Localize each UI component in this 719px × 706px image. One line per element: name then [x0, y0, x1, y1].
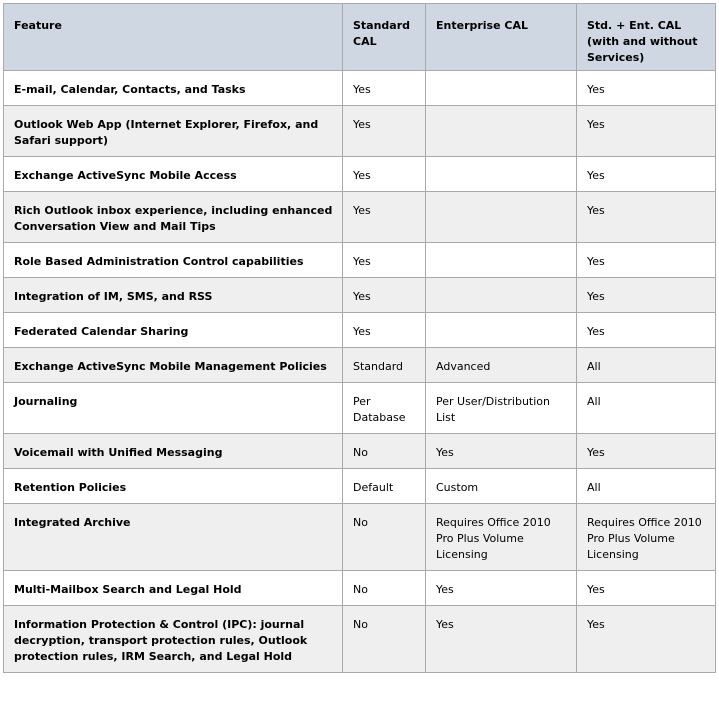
table-body: [4, 71, 716, 673]
table-row: [4, 278, 716, 313]
enterprise-cal-cell: [426, 106, 577, 157]
combined-cal-cell: Yes: [577, 571, 716, 606]
standard-cal-cell: No: [343, 571, 426, 606]
table-row: [4, 192, 716, 243]
standard-cal-cell: Yes: [343, 71, 426, 106]
feature-cell: Exchange ActiveSync Mobile Access: [4, 157, 343, 192]
table-row: [4, 243, 716, 278]
table-row: [4, 469, 716, 504]
combined-cal-cell: Yes: [577, 71, 716, 106]
standard-cal-cell: Yes: [343, 192, 426, 243]
table-header: [4, 4, 716, 71]
enterprise-cal-cell: [426, 278, 577, 313]
feature-cell: Retention Policies: [4, 469, 343, 504]
table-row: [4, 348, 716, 383]
combined-cal-cell: Yes: [577, 434, 716, 469]
enterprise-cal-cell: Per User/Distribution List: [426, 383, 577, 434]
enterprise-cal-cell: Yes: [426, 571, 577, 606]
enterprise-cal-cell: [426, 71, 577, 106]
combined-cal-cell: All: [577, 383, 716, 434]
standard-cal-cell: Yes: [343, 278, 426, 313]
feature-comparison-table: [3, 3, 716, 673]
standard-cal-cell: No: [343, 504, 426, 571]
standard-cal-cell: No: [343, 606, 426, 673]
enterprise-cal-cell: Advanced: [426, 348, 577, 383]
combined-cal-cell: Yes: [577, 606, 716, 673]
header-std-ent-cal: Std. + Ent. CAL (with and without Services): [577, 4, 716, 71]
header-standard-cal: Standard CAL: [343, 4, 426, 71]
standard-cal-cell: Default: [343, 469, 426, 504]
feature-cell: Federated Calendar Sharing: [4, 313, 343, 348]
standard-cal-cell: Yes: [343, 106, 426, 157]
combined-cal-cell: All: [577, 469, 716, 504]
combined-cal-cell: Yes: [577, 157, 716, 192]
enterprise-cal-cell: [426, 243, 577, 278]
feature-cell: Role Based Administration Control capabilities: [4, 243, 343, 278]
standard-cal-cell: Standard: [343, 348, 426, 383]
feature-cell: Integration of IM, SMS, and RSS: [4, 278, 343, 313]
enterprise-cal-cell: Requires Office 2010 Pro Plus Volume Licensing: [426, 504, 577, 571]
table-row: [4, 71, 716, 106]
table-row: [4, 313, 716, 348]
table-row: [4, 434, 716, 469]
standard-cal-cell: Yes: [343, 243, 426, 278]
table-row: [4, 106, 716, 157]
standard-cal-cell: Per Database: [343, 383, 426, 434]
enterprise-cal-cell: Custom: [426, 469, 577, 504]
header-row: [4, 4, 716, 71]
combined-cal-cell: Yes: [577, 278, 716, 313]
combined-cal-cell: Yes: [577, 106, 716, 157]
enterprise-cal-cell: Yes: [426, 606, 577, 673]
enterprise-cal-cell: [426, 192, 577, 243]
feature-cell: Multi-Mailbox Search and Legal Hold: [4, 571, 343, 606]
combined-cal-cell: All: [577, 348, 716, 383]
feature-cell: Outlook Web App (Internet Explorer, Firefox, and Safari support): [4, 106, 343, 157]
enterprise-cal-cell: [426, 157, 577, 192]
enterprise-cal-cell: Yes: [426, 434, 577, 469]
standard-cal-cell: No: [343, 434, 426, 469]
feature-cell: Rich Outlook inbox experience, including enhanced Conversation View and Mail Tips: [4, 192, 343, 243]
table-row: [4, 504, 716, 571]
combined-cal-cell: Requires Office 2010 Pro Plus Volume Licensing: [577, 504, 716, 571]
feature-cell: Journaling: [4, 383, 343, 434]
standard-cal-cell: Yes: [343, 313, 426, 348]
combined-cal-cell: Yes: [577, 192, 716, 243]
header-feature: Feature: [4, 4, 343, 71]
table-row: [4, 606, 716, 673]
table-row: [4, 571, 716, 606]
enterprise-cal-cell: [426, 313, 577, 348]
feature-cell: Exchange ActiveSync Mobile Management Policies: [4, 348, 343, 383]
table-row: [4, 383, 716, 434]
combined-cal-cell: Yes: [577, 243, 716, 278]
feature-cell: Integrated Archive: [4, 504, 343, 571]
table-row: [4, 157, 716, 192]
feature-cell: Information Protection & Control (IPC): journal decryption, transport protection rules, Outlook protection rules, IRM Search, and Legal Hold: [4, 606, 343, 673]
standard-cal-cell: Yes: [343, 157, 426, 192]
feature-cell: Voicemail with Unified Messaging: [4, 434, 343, 469]
combined-cal-cell: Yes: [577, 313, 716, 348]
feature-cell: E-mail, Calendar, Contacts, and Tasks: [4, 71, 343, 106]
header-enterprise-cal: Enterprise CAL: [426, 4, 577, 71]
